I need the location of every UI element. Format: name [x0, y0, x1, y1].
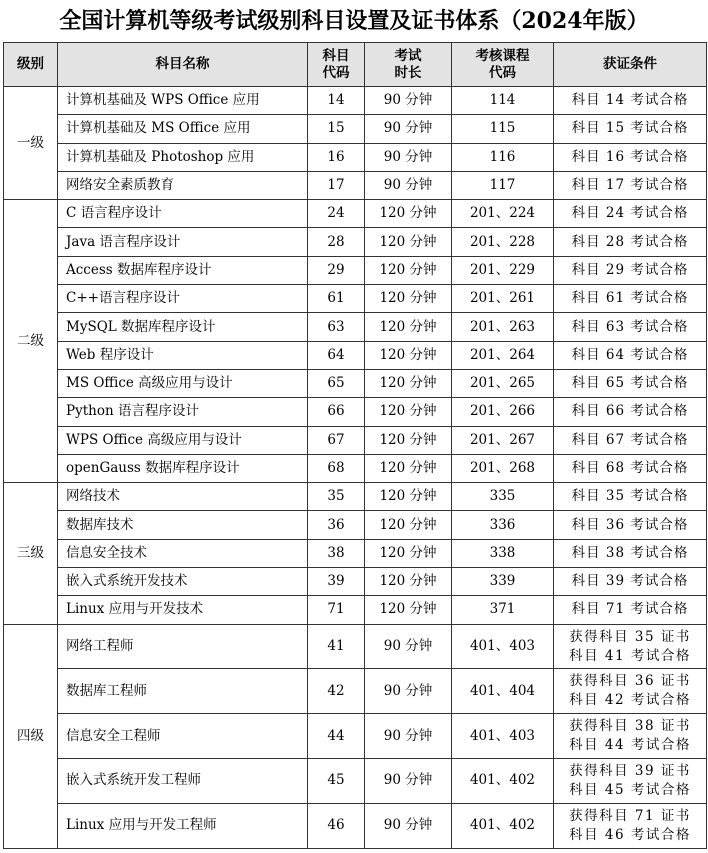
subject-code-cell: 41 — [308, 624, 365, 669]
table-row — [4, 228, 707, 256]
course-code-cell: 201、263 — [452, 313, 554, 341]
course-code-cell: 401、403 — [452, 624, 554, 669]
header-duration — [365, 43, 452, 87]
course-code-cell: 401、402 — [452, 759, 554, 804]
condition-cell: 科目 66 考试合格 — [554, 398, 707, 426]
subject-name-cell: Web 程序设计 — [58, 341, 308, 369]
course-code-cell: 335 — [452, 483, 554, 511]
subject-name-cell: 数据库工程师 — [58, 669, 308, 714]
subject-code-cell: 28 — [308, 228, 365, 256]
duration-cell: 120 分钟 — [365, 483, 452, 511]
subject-name-cell: Python 语言程序设计 — [58, 398, 308, 426]
condition-line: 获得科目 39 证书 — [569, 762, 691, 779]
subject-code-cell: 67 — [308, 426, 365, 454]
subject-code-cell: 68 — [308, 454, 365, 482]
subject-code-cell: 36 — [308, 511, 365, 539]
condition-line: 获得科目 36 证书 — [569, 673, 691, 690]
duration-cell: 90 分钟 — [365, 669, 452, 714]
course-code-cell: 116 — [452, 143, 554, 171]
subject-name-cell: 计算机基础及 MS Office 应用 — [58, 115, 308, 143]
condition-line: 科目 41 考试合格 — [569, 647, 691, 664]
condition-cell: 科目 63 考试合格 — [554, 313, 707, 341]
subject-code-cell: 45 — [308, 759, 365, 804]
course-code-cell: 117 — [452, 171, 554, 199]
subject-name-cell: 计算机基础及 Photoshop 应用 — [58, 143, 308, 171]
course-code-cell: 401、402 — [452, 803, 554, 848]
condition-cell: 科目 28 考试合格 — [554, 228, 707, 256]
subject-name-cell: Java 语言程序设计 — [58, 228, 308, 256]
table-row — [4, 454, 707, 482]
table-row — [4, 426, 707, 454]
subject-name-cell: C++语言程序设计 — [58, 285, 308, 313]
condition-line: 科目 44 考试合格 — [569, 737, 691, 754]
subject-code-cell: 15 — [308, 115, 365, 143]
header-duration-line2: 时长 — [394, 64, 422, 81]
header-code — [308, 43, 365, 87]
condition-cell: 科目 14 考试合格 — [554, 87, 707, 115]
course-code-cell: 201、265 — [452, 369, 554, 397]
condition-line: 科目 42 考试合格 — [569, 692, 691, 709]
subject-code-cell: 24 — [308, 200, 365, 228]
table-row — [4, 341, 707, 369]
condition-cell: 科目 16 考试合格 — [554, 143, 707, 171]
subject-name-cell: 网络安全素质教育 — [58, 171, 308, 199]
table-row — [4, 568, 707, 596]
table-row — [4, 483, 707, 511]
subject-table — [3, 42, 707, 849]
condition-cell: 科目 67 考试合格 — [554, 426, 707, 454]
duration-cell: 120 分钟 — [365, 511, 452, 539]
duration-cell: 120 分钟 — [365, 341, 452, 369]
level-cell: 四级 — [4, 624, 58, 848]
header-code-line1: 科目 — [322, 47, 350, 64]
duration-cell: 90 分钟 — [365, 143, 452, 171]
subject-name-cell: MS Office 高级应用与设计 — [58, 369, 308, 397]
condition-line: 获得科目 38 证书 — [569, 718, 691, 735]
table-row — [4, 87, 707, 115]
subject-code-cell: 64 — [308, 341, 365, 369]
table-row — [4, 256, 707, 284]
duration-cell: 90 分钟 — [365, 759, 452, 804]
document-title: 全国计算机等级考试级别科目设置及证书体系（2024年版） — [59, 8, 649, 34]
header-condition: 获证条件 — [554, 43, 707, 87]
duration-cell: 120 分钟 — [365, 568, 452, 596]
condition-cell: 科目 68 考试合格 — [554, 454, 707, 482]
table-row — [4, 398, 707, 426]
course-code-cell: 338 — [452, 539, 554, 567]
course-code-cell: 201、228 — [452, 228, 554, 256]
subject-code-cell: 46 — [308, 803, 365, 848]
duration-cell: 90 分钟 — [365, 115, 452, 143]
duration-cell: 90 分钟 — [365, 714, 452, 759]
subject-code-cell: 14 — [308, 87, 365, 115]
duration-cell: 90 分钟 — [365, 624, 452, 669]
subject-name-cell: 网络工程师 — [58, 624, 308, 669]
condition-cell: 科目 17 考试合格 — [554, 171, 707, 199]
subject-name-cell: Linux 应用与开发工程师 — [58, 803, 308, 848]
subject-name-cell: 网络技术 — [58, 483, 308, 511]
course-code-cell: 201、266 — [452, 398, 554, 426]
condition-cell — [554, 759, 707, 804]
duration-cell: 120 分钟 — [365, 313, 452, 341]
level-cell: 二级 — [4, 200, 58, 483]
duration-cell: 120 分钟 — [365, 596, 452, 624]
duration-cell: 120 分钟 — [365, 454, 452, 482]
header-course — [452, 43, 554, 87]
subject-code-cell: 16 — [308, 143, 365, 171]
subject-code-cell: 66 — [308, 398, 365, 426]
header-course-line1: 考核课程 — [475, 47, 530, 64]
table-row — [4, 714, 707, 759]
course-code-cell: 201、261 — [452, 285, 554, 313]
duration-cell: 90 分钟 — [365, 171, 452, 199]
subject-name-cell: 嵌入式系统开发工程师 — [58, 759, 308, 804]
table-row — [4, 200, 707, 228]
table-row — [4, 596, 707, 624]
condition-cell: 科目 29 考试合格 — [554, 256, 707, 284]
subject-code-cell: 44 — [308, 714, 365, 759]
subject-name-cell: Linux 应用与开发技术 — [58, 596, 308, 624]
course-code-cell: 201、267 — [452, 426, 554, 454]
table-row — [4, 624, 707, 669]
subject-code-cell: 38 — [308, 539, 365, 567]
subject-name-cell: 信息安全工程师 — [58, 714, 308, 759]
condition-cell — [554, 669, 707, 714]
header-course-line2: 代码 — [489, 64, 516, 81]
condition-line: 获得科目 71 证书 — [569, 807, 691, 824]
condition-cell: 科目 36 考试合格 — [554, 511, 707, 539]
header-code-line2: 代码 — [322, 64, 350, 81]
course-code-cell: 201、264 — [452, 341, 554, 369]
condition-cell: 科目 38 考试合格 — [554, 539, 707, 567]
duration-cell: 90 分钟 — [365, 803, 452, 848]
subject-name-cell: 数据库技术 — [58, 511, 308, 539]
table-row — [4, 285, 707, 313]
duration-cell: 120 分钟 — [365, 200, 452, 228]
course-code-cell: 201、268 — [452, 454, 554, 482]
duration-cell: 90 分钟 — [365, 87, 452, 115]
course-code-cell: 336 — [452, 511, 554, 539]
subject-code-cell: 63 — [308, 313, 365, 341]
condition-cell: 科目 35 考试合格 — [554, 483, 707, 511]
subject-code-cell: 71 — [308, 596, 365, 624]
subject-name-cell: WPS Office 高级应用与设计 — [58, 426, 308, 454]
subject-code-cell: 35 — [308, 483, 365, 511]
condition-cell: 科目 65 考试合格 — [554, 369, 707, 397]
course-code-cell: 201、229 — [452, 256, 554, 284]
duration-cell: 120 分钟 — [365, 398, 452, 426]
subject-code-cell: 17 — [308, 171, 365, 199]
condition-cell — [554, 624, 707, 669]
subject-code-cell: 42 — [308, 669, 365, 714]
table-row — [4, 115, 707, 143]
condition-cell: 科目 15 考试合格 — [554, 115, 707, 143]
duration-cell: 120 分钟 — [365, 426, 452, 454]
condition-cell: 科目 71 考试合格 — [554, 596, 707, 624]
table-body — [4, 87, 707, 849]
course-code-cell: 115 — [452, 115, 554, 143]
duration-cell: 120 分钟 — [365, 256, 452, 284]
table-row — [4, 803, 707, 848]
header-level: 级别 — [4, 43, 58, 87]
table-row — [4, 511, 707, 539]
condition-line: 科目 46 考试合格 — [569, 826, 691, 843]
subject-name-cell: 计算机基础及 WPS Office 应用 — [58, 87, 308, 115]
subject-name-cell: openGauss 数据库程序设计 — [58, 454, 308, 482]
subject-code-cell: 39 — [308, 568, 365, 596]
table-row — [4, 369, 707, 397]
subject-name-cell: Access 数据库程序设计 — [58, 256, 308, 284]
subject-code-cell: 65 — [308, 369, 365, 397]
table-row — [4, 143, 707, 171]
condition-cell: 科目 61 考试合格 — [554, 285, 707, 313]
course-code-cell: 401、404 — [452, 669, 554, 714]
table-row — [4, 171, 707, 199]
course-code-cell: 401、403 — [452, 714, 554, 759]
course-code-cell: 114 — [452, 87, 554, 115]
subject-name-cell: 嵌入式系统开发技术 — [58, 568, 308, 596]
course-code-cell: 339 — [452, 568, 554, 596]
header-row — [4, 43, 707, 87]
subject-name-cell: 信息安全技术 — [58, 539, 308, 567]
subject-name-cell: MySQL 数据库程序设计 — [58, 313, 308, 341]
subject-code-cell: 29 — [308, 256, 365, 284]
condition-cell: 科目 64 考试合格 — [554, 341, 707, 369]
subject-code-cell: 61 — [308, 285, 365, 313]
condition-line: 科目 45 考试合格 — [569, 781, 691, 798]
header-duration-line1: 考试 — [394, 47, 422, 64]
header-subject: 科目名称 — [58, 43, 308, 87]
duration-cell: 120 分钟 — [365, 369, 452, 397]
condition-cell — [554, 714, 707, 759]
level-cell: 一级 — [4, 87, 58, 200]
subject-name-cell: C 语言程序设计 — [58, 200, 308, 228]
table-row — [4, 669, 707, 714]
table-row — [4, 759, 707, 804]
course-code-cell: 371 — [452, 596, 554, 624]
condition-cell: 科目 24 考试合格 — [554, 200, 707, 228]
duration-cell: 120 分钟 — [365, 228, 452, 256]
duration-cell: 120 分钟 — [365, 285, 452, 313]
duration-cell: 120 分钟 — [365, 539, 452, 567]
condition-line: 获得科目 35 证书 — [569, 628, 691, 645]
course-code-cell: 201、224 — [452, 200, 554, 228]
table-row — [4, 539, 707, 567]
table-row — [4, 313, 707, 341]
level-cell: 三级 — [4, 483, 58, 624]
condition-cell — [554, 803, 707, 848]
condition-cell: 科目 39 考试合格 — [554, 568, 707, 596]
